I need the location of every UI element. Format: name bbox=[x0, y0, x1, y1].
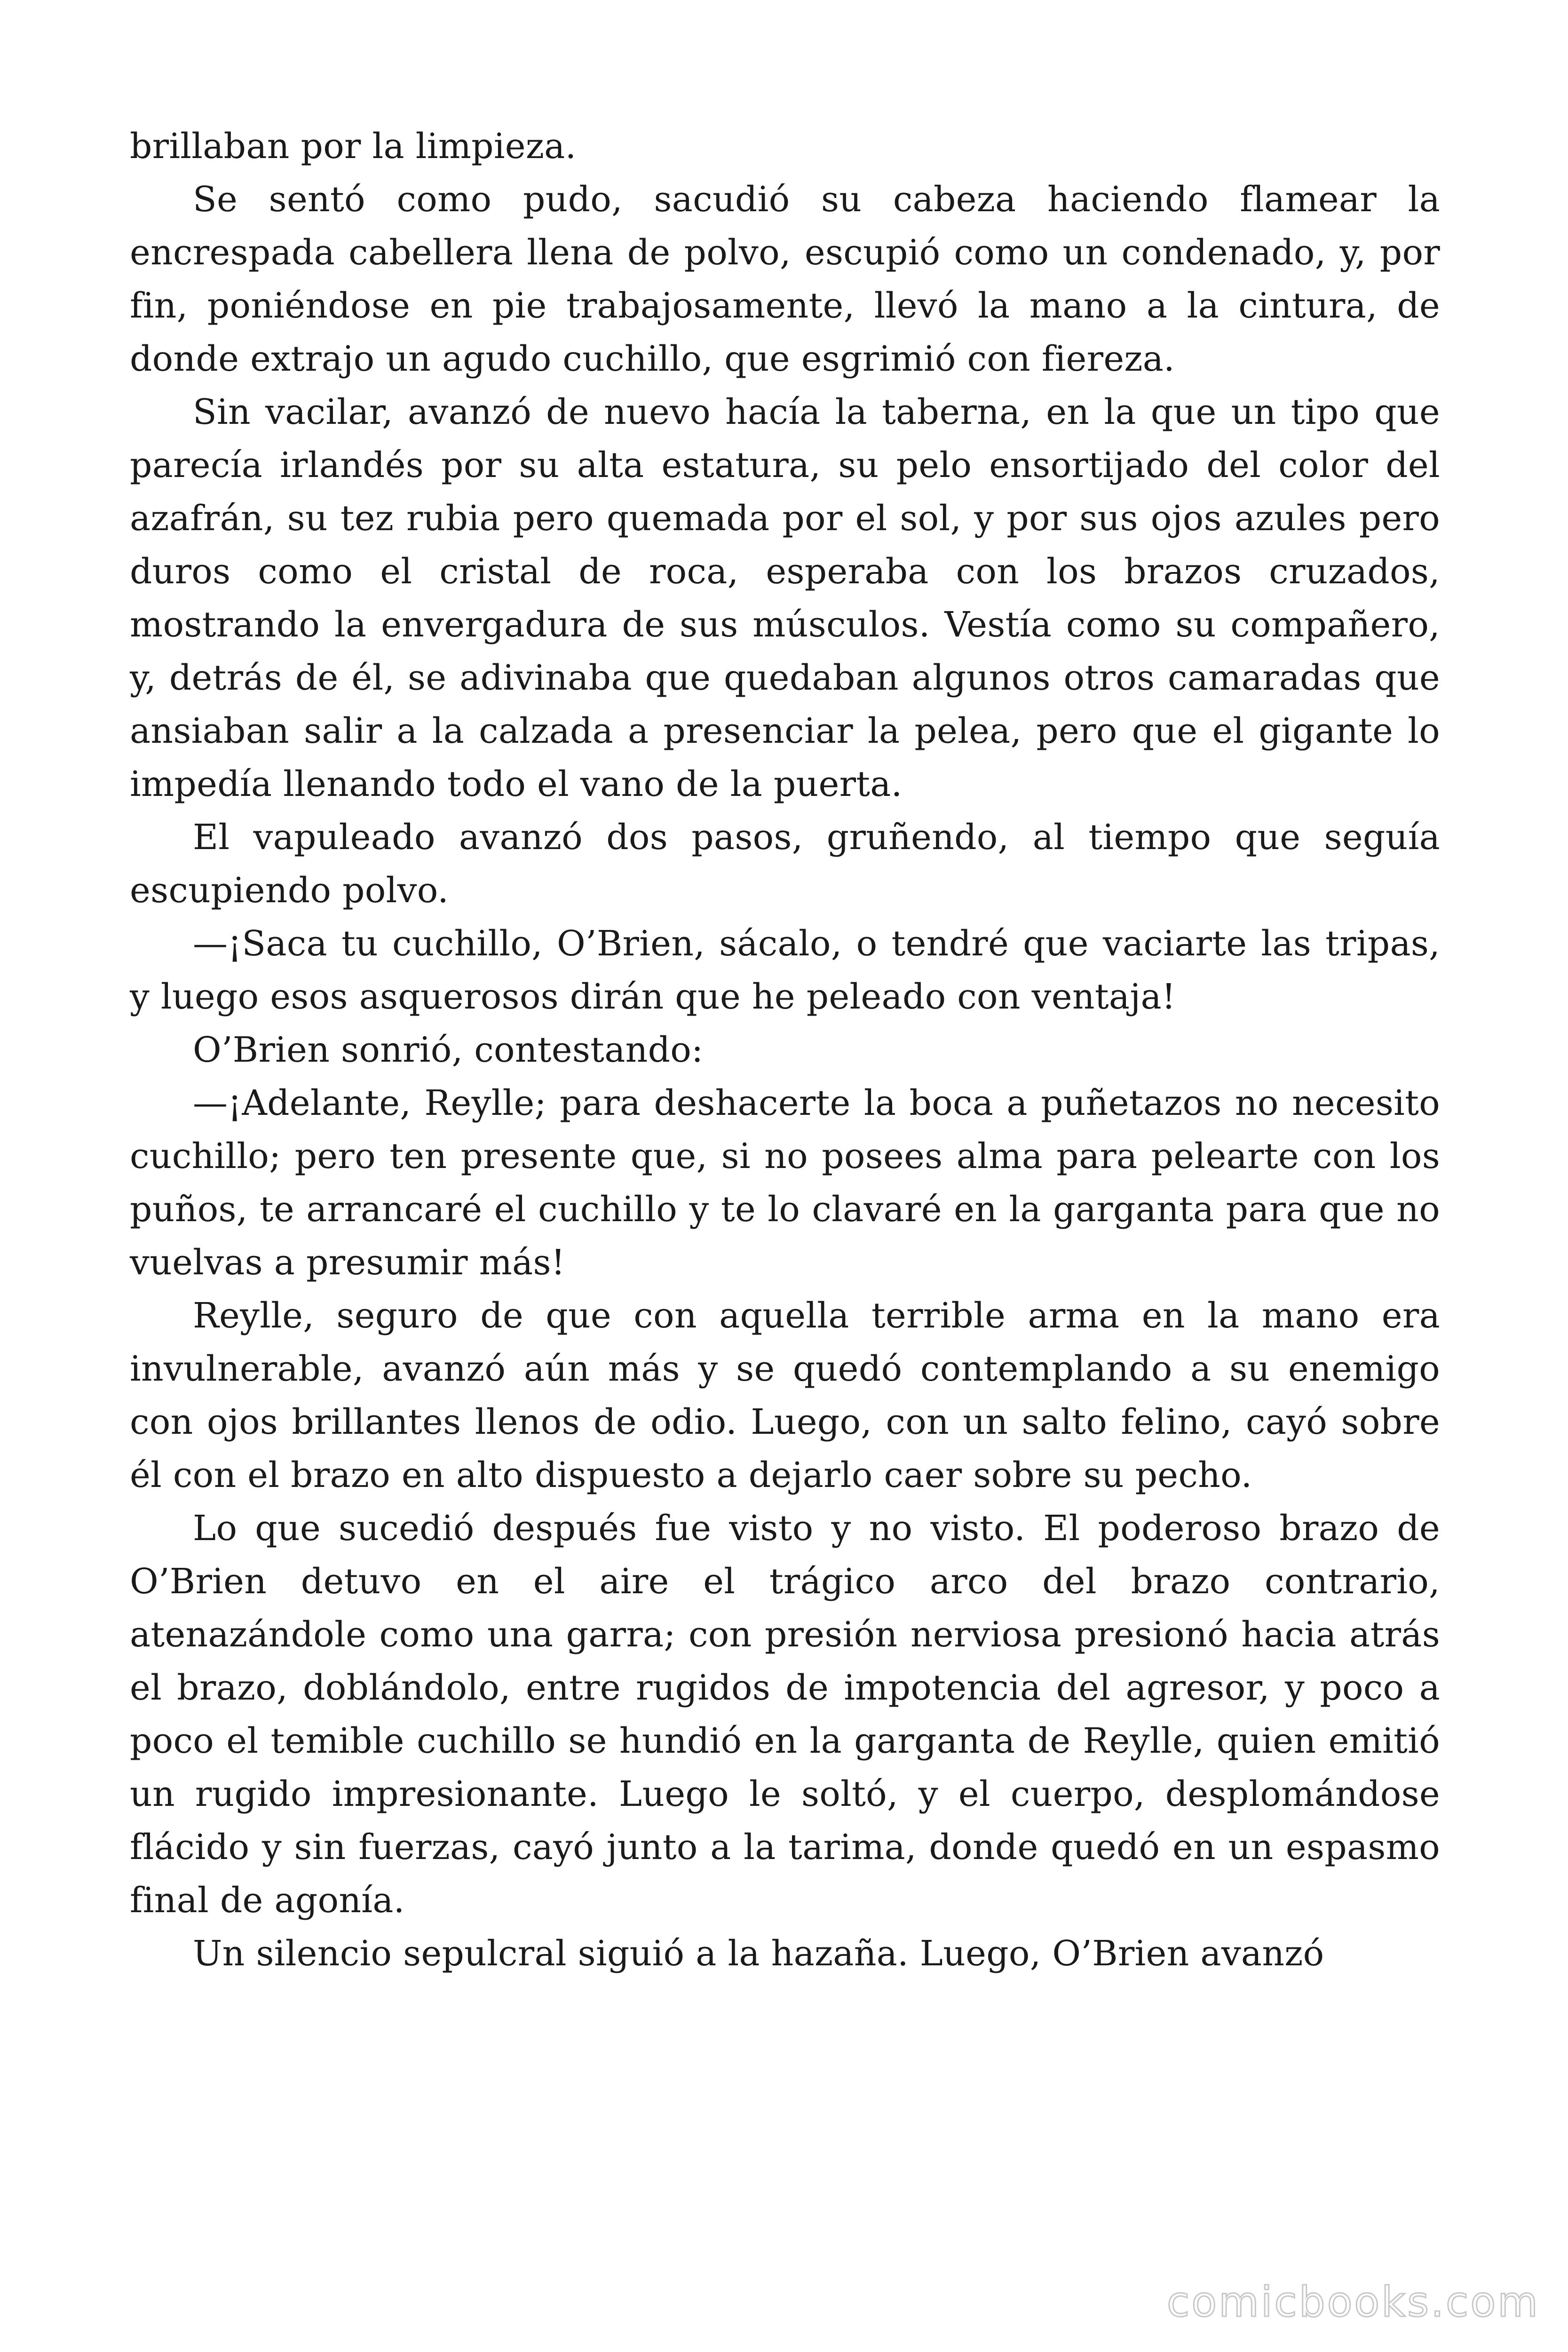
dialogue-paragraph: —¡Saca tu cuchillo, O’Brien, sácalo, o tendré que vaciarte las tripas, y luego esos asquerosos dirán que he peleado con ventaja! bbox=[130, 923, 1440, 1017]
paragraph: Se sentó como pudo, sacudió su cabeza haciendo flamear la encrespada cabellera llena de polvo, escupió como un condenado, y, por fin, poniéndose en pie trabajosamente, llevó la mano a la cintura, de donde extrajo un agudo cuchillo, que esgrimió con fiereza. bbox=[130, 179, 1440, 379]
dialogue-paragraph: —¡Adelante, Reylle; para deshacerte la boca a puñetazos no necesito cuchillo; pero ten presente que, si no posees alma para pelearte con los puños, te arrancaré el cuchillo y te lo clavaré en la garganta para que no vuelvas a presumir más! bbox=[130, 1083, 1440, 1283]
paragraph: Lo que sucedió después fue visto y no visto. El poderoso brazo de O’Brien detuvo en el aire el trágico arco del brazo contrario, atenazándole como una garra; con presión nerviosa presionó hacia atrás el brazo, doblándolo, entre rugidos de impotencia del agresor, y poco a poco el temible cuchillo se hundió en la garganta de Reylle, quien emitió un rugido impresionante. Luego le soltó, y el cuerpo, desplomándose flácido y sin fuerzas, cayó junto a la tarima, donde quedó en un espasmo final de agonía. bbox=[130, 1508, 1440, 1921]
paragraph: O’Brien sonrió, contestando: bbox=[193, 1030, 704, 1070]
paragraph-continuation: brillaban por la limpieza. bbox=[130, 126, 577, 167]
page-body-text bbox=[130, 120, 1440, 1980]
watermark: comicbooks.com bbox=[1166, 2278, 1540, 2326]
paragraph: Reylle, seguro de que con aquella terrible arma en la mano era invulnerable, avanzó aún más y se quedó contemplando a su enemigo con ojos brillantes llenos de odio. Luego, con un salto felino, cayó sobre él con el brazo en alto dispuesto a dejarlo caer sobre su pecho. bbox=[130, 1295, 1440, 1495]
paragraph: El vapuleado avanzó dos pasos, gruñendo, al tiempo que seguía escupiendo polvo. bbox=[130, 817, 1440, 911]
paragraph-last: Un silencio sepulcral siguió a la hazaña. Luego, O’Brien avanzó bbox=[193, 1933, 1324, 1974]
paragraph: Sin vacilar, avanzó de nuevo hacía la taberna, en la que un tipo que parecía irlandés por su alta estatura, su pelo ensortijado del color del azafrán, su tez rubia pero quemada por el sol, y por sus ojos azules pero duros como el cristal de roca, esperaba con los brazos cruzados, mostrando la envergadura de sus músculos. Vestía como su compañero, y, detrás de él, se adivinaba que quedaban algunos otros camaradas que ansiaban salir a la calzada a presenciar la pelea, pero que el gigante lo impedía llenando todo el vano de la puerta. bbox=[130, 392, 1440, 804]
